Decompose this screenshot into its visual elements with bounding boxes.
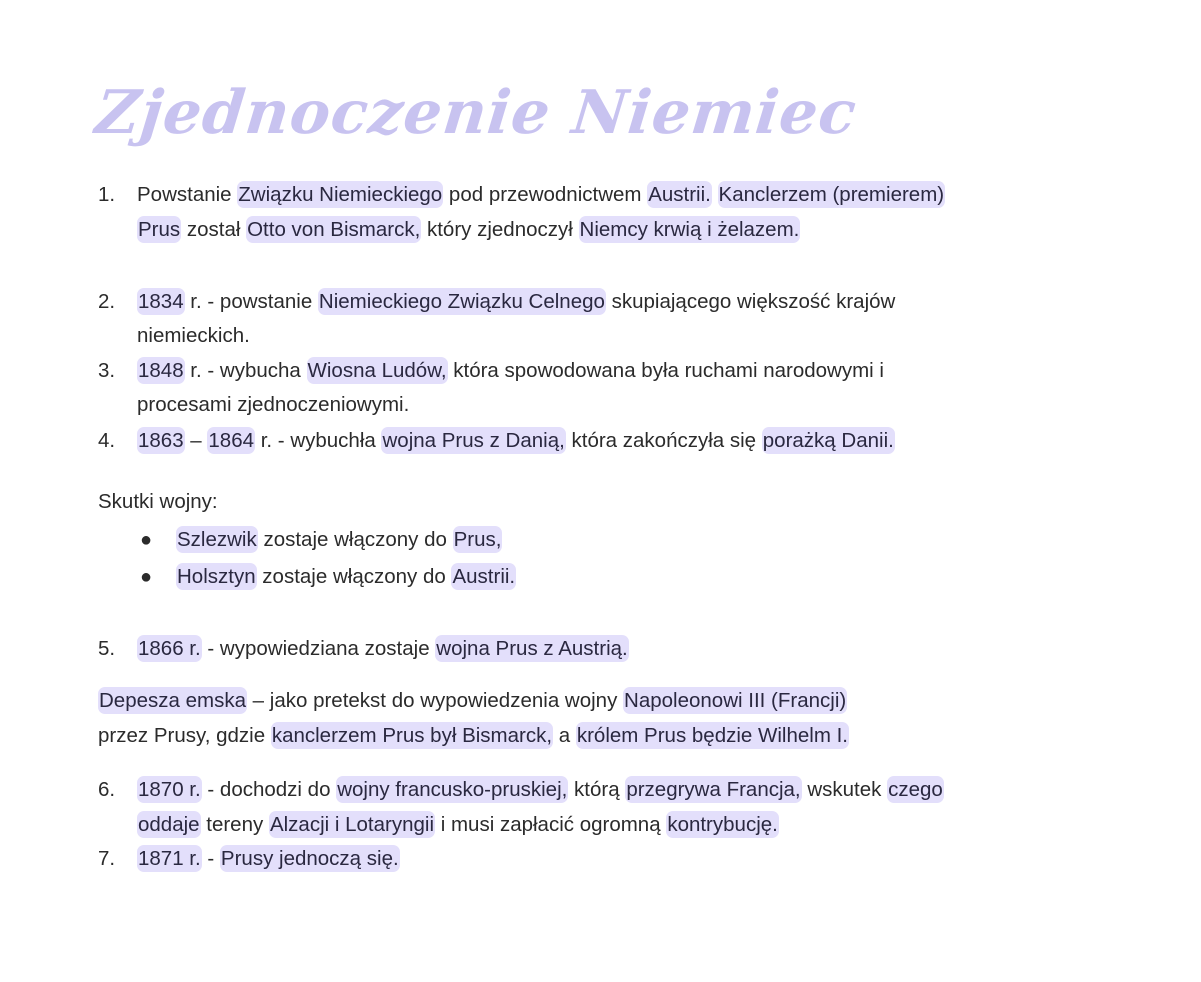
plain-text: zostaje włączony do <box>256 565 452 588</box>
page-title: Zjednoczenie Niemiec <box>92 78 861 148</box>
text-line <box>137 215 800 245</box>
text-line <box>137 321 250 351</box>
highlighted-text: Wiosna Ludów, <box>307 359 447 382</box>
plain-text: skupiającego większość krajów <box>605 290 896 313</box>
highlighted-text: czego <box>888 778 943 801</box>
plain-text: r. - wybuchła <box>255 429 382 452</box>
text-line <box>137 287 895 317</box>
plain-text: - wypowiedziana zostaje <box>201 637 436 660</box>
plain-text: niemieckich. <box>137 324 250 347</box>
highlighted-text: 1864 <box>208 429 255 452</box>
list-number: 3. <box>98 359 116 382</box>
highlighted-text: królem Prus będzie Wilhelm I. <box>576 724 848 747</box>
text-line <box>137 844 400 874</box>
bullet-icon: ● <box>140 566 153 588</box>
text-line <box>98 686 847 716</box>
highlighted-text: Związku Niemieckiego <box>238 183 443 206</box>
highlighted-text: Holsztyn <box>177 565 256 588</box>
plain-text <box>712 183 718 206</box>
highlighted-text: 1870 r. <box>138 778 201 801</box>
text-line <box>137 356 884 386</box>
plain-text: tereny <box>200 813 269 836</box>
list-number: 2. <box>98 290 116 313</box>
highlighted-text: Niemieckiego Związku Celnego <box>318 290 605 313</box>
highlighted-text: Kanclerzem (premierem) <box>718 183 945 206</box>
highlighted-text: 1848 <box>138 359 184 382</box>
text-line <box>137 775 944 805</box>
list-number: 1. <box>98 183 116 206</box>
bullet-icon: ● <box>140 529 153 551</box>
plain-text: Powstanie <box>137 183 238 206</box>
text-line <box>137 426 895 456</box>
plain-text: - <box>201 847 220 870</box>
highlighted-text: Napoleonowi III (Francji) <box>624 689 847 712</box>
highlighted-text: Niemcy krwią i żelazem. <box>579 218 800 241</box>
highlighted-text: Otto von Bismarck, <box>247 218 421 241</box>
plain-text: która spowodowana była ruchami narodowymi i <box>447 359 884 382</box>
highlighted-text: Szlezwik <box>177 528 257 551</box>
highlighted-text: przegrywa Francja, <box>626 778 801 801</box>
highlighted-text: Austrii. <box>648 183 711 206</box>
plain-text: r. - wybucha <box>184 359 307 382</box>
highlighted-text: porażką Danii. <box>762 429 894 452</box>
list-number: 5. <box>98 637 116 660</box>
plain-text: r. - powstanie <box>184 290 318 313</box>
highlighted-text: wojny francusko-pruskiej, <box>337 778 568 801</box>
plain-text: zostaje włączony do <box>257 528 453 551</box>
text-line <box>137 180 945 210</box>
highlighted-text: wojna Prus z Austrią. <box>436 637 628 660</box>
plain-text: i musi zapłacić ogromną <box>435 813 667 836</box>
plain-text: którą <box>568 778 626 801</box>
highlighted-text: Prusy jednoczą się. <box>220 847 399 870</box>
plain-text: która zakończyła się <box>565 429 762 452</box>
text-line <box>176 562 516 592</box>
plain-text: przez Prusy, gdzie <box>98 724 271 747</box>
highlighted-text: wojna Prus z Danią, <box>382 429 565 452</box>
plain-text: procesami zjednoczeniowymi. <box>137 393 410 416</box>
highlighted-text: kanclerzem Prus był Bismarck, <box>271 724 553 747</box>
plain-text: został <box>181 218 247 241</box>
plain-text: - dochodzi do <box>201 778 337 801</box>
list-number: 4. <box>98 429 116 452</box>
effects-heading-text: Skutki wojny: <box>98 490 218 513</box>
plain-text: pod przewodnictwem <box>443 183 648 206</box>
highlighted-text: Prus <box>138 218 181 241</box>
text-line <box>137 390 409 420</box>
plain-text: wskutek <box>801 778 888 801</box>
highlighted-text: Alzacji i Lotaryngii <box>269 813 435 836</box>
text-line <box>176 525 502 555</box>
plain-text: który zjednoczył <box>421 218 579 241</box>
highlighted-text: 1866 r. <box>138 637 201 660</box>
highlighted-text: Depesza emska <box>99 689 246 712</box>
text-line <box>137 634 629 664</box>
highlighted-text: 1834 <box>138 290 184 313</box>
highlighted-text: 1863 <box>138 429 184 452</box>
list-number: 6. <box>98 778 116 801</box>
highlighted-text: kontrybucję. <box>667 813 778 836</box>
plain-text: – <box>184 429 208 452</box>
text-line <box>137 810 779 840</box>
highlighted-text: oddaje <box>138 813 200 836</box>
highlighted-text: 1871 r. <box>138 847 201 870</box>
list-number: 7. <box>98 847 116 870</box>
text-line <box>98 721 849 751</box>
highlighted-text: Prus, <box>453 528 502 551</box>
highlighted-text: Austrii. <box>452 565 516 588</box>
plain-text: a <box>553 724 576 747</box>
plain-text: – jako pretekst do wypowiedzenia wojny <box>246 689 624 712</box>
